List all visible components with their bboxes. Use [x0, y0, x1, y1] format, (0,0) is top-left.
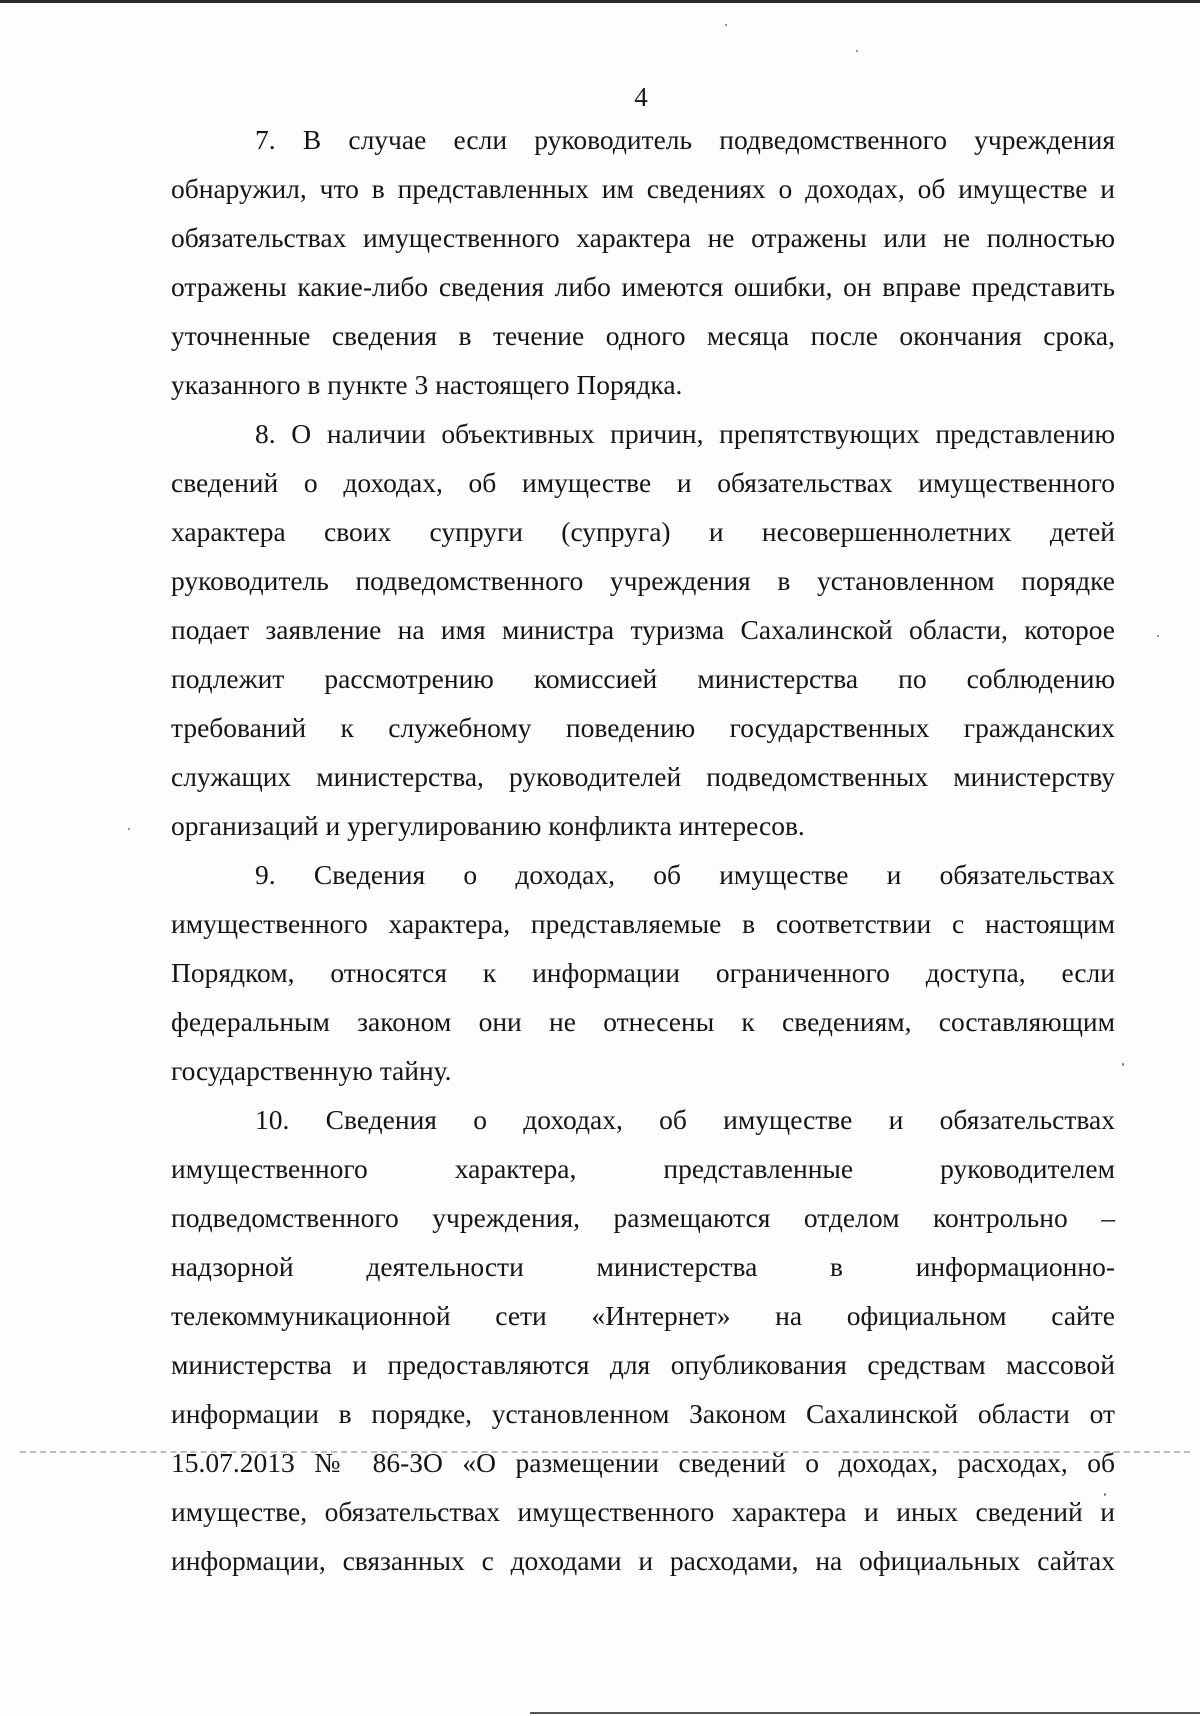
page-number: 4 — [634, 82, 648, 112]
paragraph-10-line: информации в порядке, установленном Законом Сахалинской области от — [171, 1398, 1115, 1429]
paragraph-7-line: 7. В случае если руководитель подведомственного учреждения — [255, 124, 1115, 155]
paragraph-8-line: служащих министерства, руководителей подведомственных министерству — [171, 761, 1115, 792]
paragraph-10-line: 15.07.2013 № 86-ЗО «О размещении сведений о доходах, расходах, об — [171, 1447, 1115, 1478]
paragraph-9-line: 9. Сведения о доходах, об имуществе и обязательствах — [255, 859, 1115, 890]
paragraph-8-line: подает заявление на имя министра туризма Сахалинской области, которое — [171, 614, 1115, 645]
scan-top-border — [0, 0, 1200, 3]
paragraph-10-line: информации, связанных с доходами и расходами, на официальных сайтах — [171, 1545, 1115, 1576]
paragraph-7-line: уточненные сведения в течение одного месяца после окончания срока, — [171, 320, 1115, 351]
paragraph-8-line: характера своих супруги (супруга) и несовершеннолетних детей — [171, 516, 1115, 547]
paragraph-8-line: сведений о доходах, об имуществе и обязательствах имущественного — [171, 467, 1115, 498]
scan-speck — [128, 828, 130, 830]
paragraph-8-line: 8. О наличии объективных причин, препятствующих представлению — [255, 418, 1115, 449]
paragraph-8-line: подлежит рассмотрению комиссией министерства по соблюдению — [171, 663, 1115, 694]
scan-speck — [856, 50, 858, 52]
paragraph-10-line: надзорной деятельности министерства в информационно- — [171, 1251, 1115, 1282]
paragraph-8-line: организаций и урегулированию конфликта интересов. — [171, 810, 805, 841]
paragraph-9-line: государственную тайну. — [171, 1055, 452, 1086]
paragraph-9-line: Порядком, относятся к информации ограниченного доступа, если — [171, 957, 1115, 988]
paragraph-8-line: руководитель подведомственного учреждения в установленном порядке — [171, 565, 1115, 596]
paragraph-10-line: министерства и предоставляются для опубликования средствам массовой — [171, 1349, 1115, 1380]
paragraph-10-line: подведомственного учреждения, размещаются отделом контрольно – — [171, 1202, 1115, 1233]
paragraph-7-line: обязательствах имущественного характера не отражены или не полностью — [171, 222, 1115, 253]
paragraph-10-line: 10. Сведения о доходах, об имуществе и обязательствах — [255, 1104, 1115, 1135]
scan-speck — [725, 24, 727, 26]
scan-speck — [1122, 1063, 1124, 1066]
paragraph-9-line: имущественного характера, представляемые в соответствии с настоящим — [171, 908, 1115, 939]
paragraph-10-line: имуществе, обязательствах имущественного характера и иных сведений и — [171, 1496, 1115, 1527]
scan-speck — [1157, 635, 1159, 637]
paragraph-10-line: телекоммуникационной сети «Интернет» на официальном сайте — [171, 1300, 1115, 1331]
paragraph-7-line: указанного в пункте 3 настоящего Порядка. — [171, 369, 683, 400]
paragraph-10-line: имущественного характера, представленные руководителем — [171, 1153, 1115, 1184]
paragraph-7-line: отражены какие-либо сведения либо имеются ошибки, он вправе представить — [171, 271, 1115, 302]
paragraph-9-line: федеральным законом они не отнесены к сведениям, составляющим — [171, 1006, 1115, 1037]
paragraph-8-line: требований к служебному поведению государственных гражданских — [171, 712, 1115, 743]
paragraph-7-line: обнаружил, что в представленных им сведениях о доходах, об имуществе и — [171, 173, 1115, 204]
scan-bottom-border — [530, 1712, 1200, 1714]
